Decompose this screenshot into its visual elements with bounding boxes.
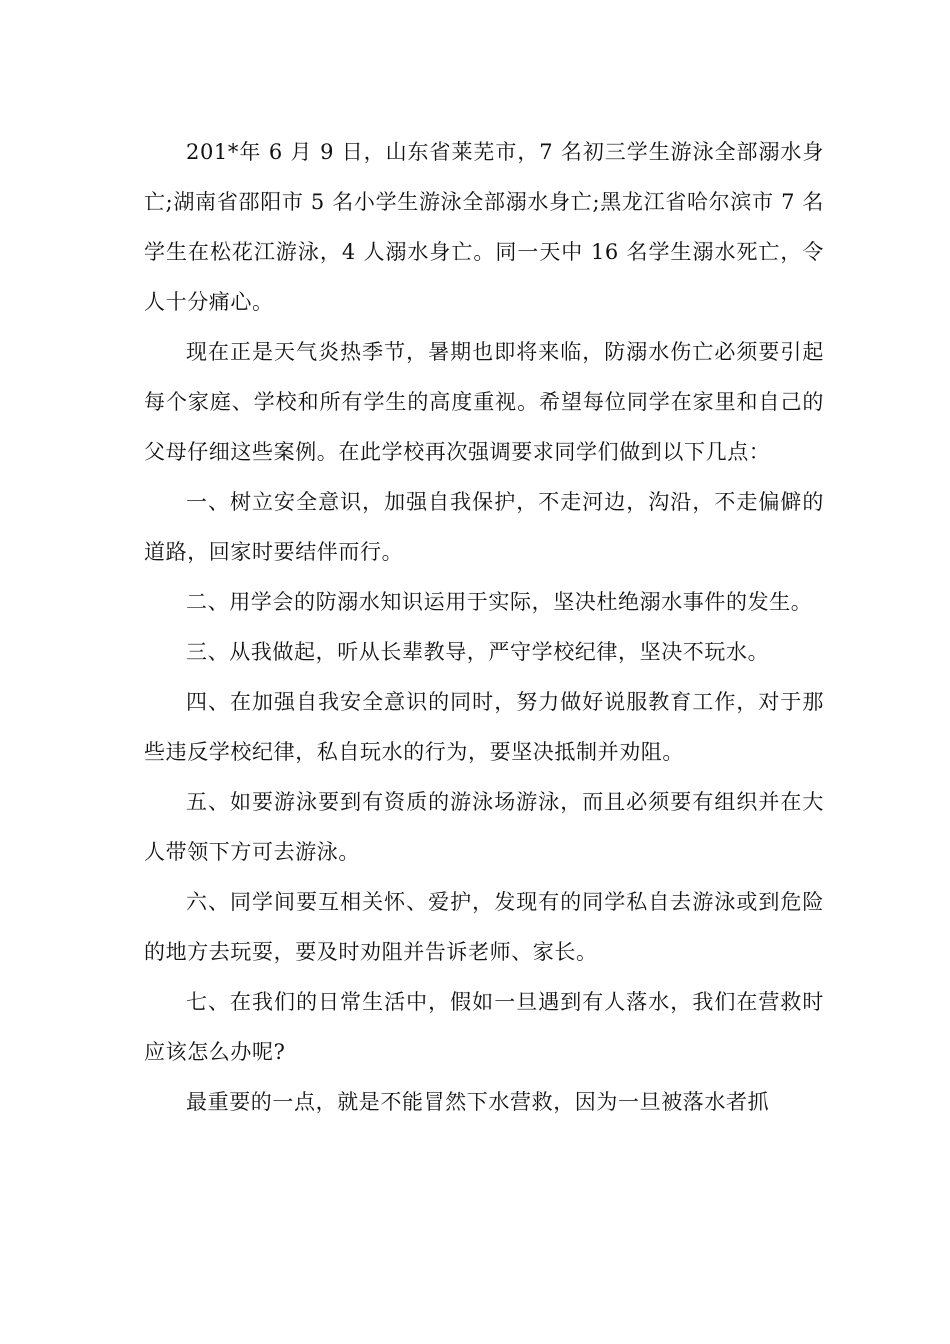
paragraph-rule-1: 一、树立安全意识，加强自我保护，不走河边，沟沿，不走偏僻的道路，回家时要结伴而行。 [144, 490, 824, 564]
paragraph-rule-6: 六、同学间要互相关怀、爱护，发现有的同学私自去游泳或到危险的地方去玩耍，要及时劝阻并告诉老师、家长。 [144, 890, 824, 964]
paragraph-rescue-advice: 最重要的一点，就是不能冒然下水营救，因为一旦被落水者抓 [186, 1090, 770, 1114]
paragraph-rule-4: 四、在加强自我安全意识的同时，努力做好说服教育工作，对于那些违反学校纪律，私自玩水的行为，要坚决抵制并劝阻。 [144, 690, 824, 764]
paragraph-rule-3: 三、从我做起，听从长辈教导，严守学校纪律，坚决不玩水。 [186, 640, 770, 664]
paragraph-introduction: 现在正是天气炎热季节，暑期也即将来临，防溺水伤亡必须要引起每个家庭、学校和所有学生的高度重视。希望每位同学在家里和自己的父母仔细这些案例。在此学校再次强调要求同学们做到以下几点： [144, 340, 824, 464]
paragraph-rule-2: 二、用学会的防溺水知识运用于实际，坚决杜绝溺水事件的发生。 [186, 590, 813, 614]
document-body [144, 127, 824, 1127]
paragraph-incident-report: 201*年 6 月 9 日，山东省莱芜市，7 名初三学生游泳全部溺水身亡;湖南省邵阳市 5 名小学生游泳全部溺水身亡;黑龙江省哈尔滨市 7 名学生在松花江游泳，4 人溺水身亡。同一天中 16 名学生溺水死亡，令人十分痛心。 [144, 140, 824, 314]
paragraph-rule-7: 七、在我们的日常生活中，假如一旦遇到有人落水，我们在营救时应该怎么办呢? [144, 990, 824, 1064]
paragraph-rule-5: 五、如要游泳要到有资质的游泳场游泳，而且必须要有组织并在大人带领下方可去游泳。 [144, 790, 824, 864]
